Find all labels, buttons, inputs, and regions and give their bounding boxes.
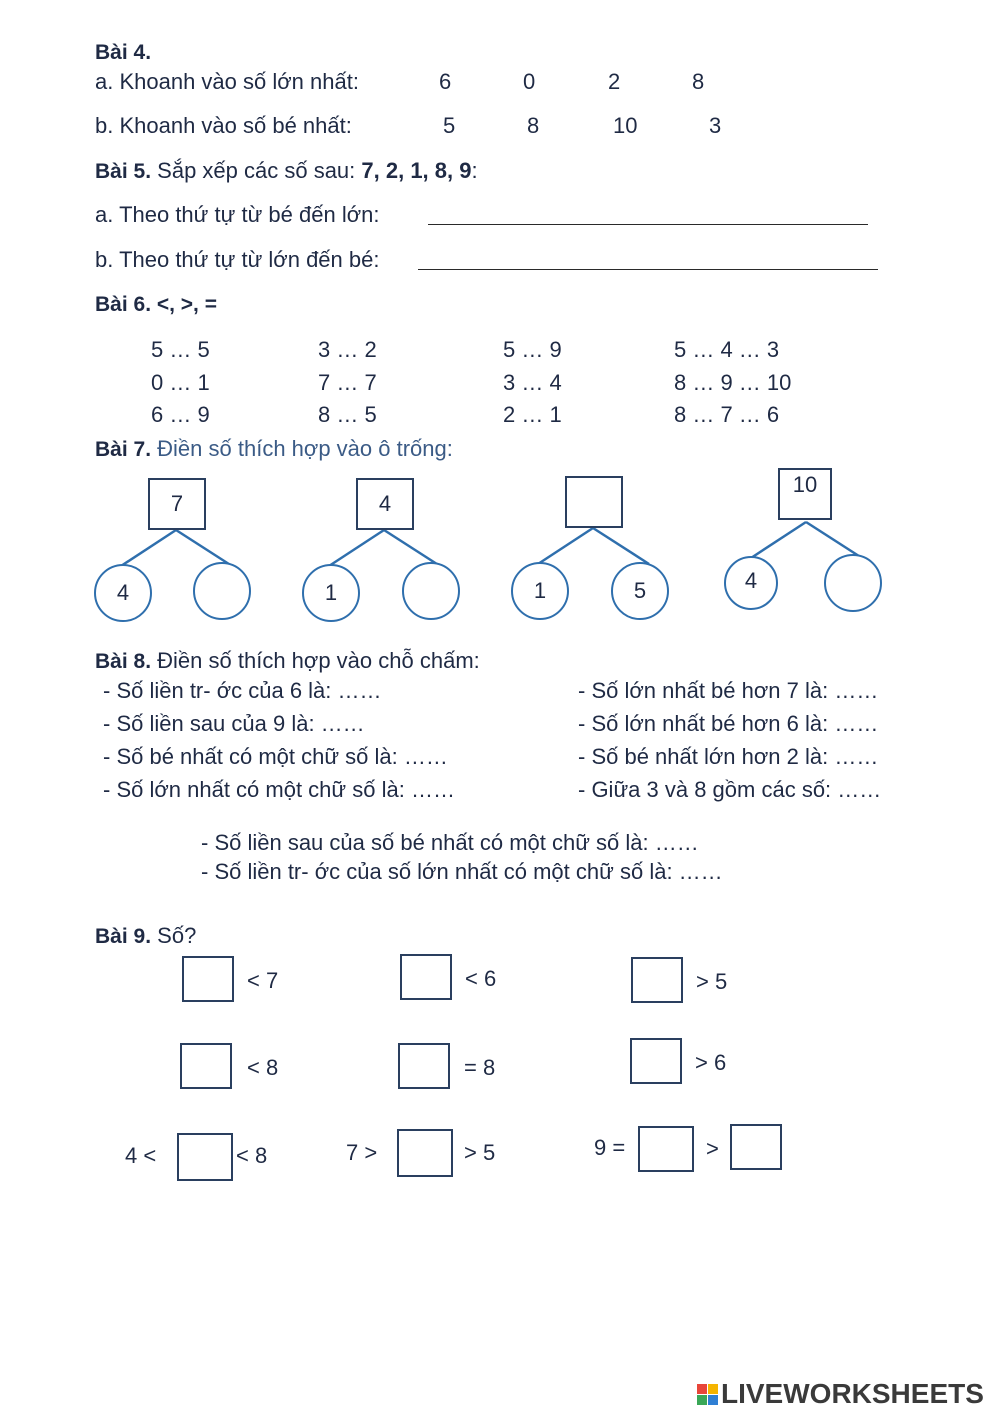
bai6-cell[interactable]: 0 … 1 [151, 370, 210, 395]
bai5-title: Bài 5. [95, 160, 152, 183]
bai6-cell[interactable]: 2 … 1 [503, 402, 562, 427]
bai6-cell[interactable]: 3 … 2 [318, 337, 377, 362]
bai8-left-item[interactable]: - Số liền tr- ớc của 6 là: …… [103, 678, 382, 703]
bai9-relation: 7 > [346, 1140, 378, 1165]
bai9-prompt: Số? [157, 923, 197, 948]
bai7-tree-right-circle[interactable] [193, 562, 251, 620]
bai4-a-number[interactable]: 2 [608, 69, 621, 94]
bai9-answer-box[interactable] [397, 1129, 453, 1177]
bai6-cell[interactable]: 3 … 4 [503, 370, 562, 395]
bai5-b-label: b. Theo thứ tự từ lớn đến bé: [95, 247, 380, 272]
bai4-a-label: a. Khoanh vào số lớn nhất: [95, 69, 359, 94]
bai9-relation: > 5 [696, 969, 728, 994]
bai9-relation: > [706, 1136, 719, 1161]
bai9-relation: < 6 [465, 966, 497, 991]
bai9-relation: > 5 [464, 1140, 496, 1165]
bai8-left-item[interactable]: - Số liền sau của 9 là: …… [103, 711, 365, 736]
bai7-tree-top-box[interactable]: 4 [356, 478, 414, 530]
bai6-cell[interactable]: 8 … 5 [318, 402, 377, 427]
bai6-cell[interactable]: 8 … 9 … 10 [674, 370, 792, 395]
bai8-bottom-item[interactable]: - Số liền sau của số bé nhất có một chữ số là: …… [201, 830, 699, 855]
bai9-answer-box[interactable] [177, 1133, 233, 1181]
bai9-answer-box[interactable] [182, 956, 234, 1002]
bai9-answer-box[interactable] [398, 1043, 450, 1089]
bai7-tree-right-circle[interactable] [824, 554, 882, 612]
bai7-title: Bài 7. [95, 438, 152, 461]
bai7-tree-left-circle[interactable]: 1 [511, 562, 569, 620]
bai9-relation: 4 < [125, 1143, 157, 1168]
bai8-heading [95, 650, 480, 672]
bai6-title: Bài 6. <, >, = [95, 293, 217, 316]
bai6-cell[interactable]: 5 … 5 [151, 337, 210, 362]
liveworksheets-logo [697, 1378, 984, 1410]
bai9-relation: > 6 [695, 1050, 727, 1075]
bai6-cell[interactable]: 5 … 9 [503, 337, 562, 362]
bai4-title: Bài 4. [95, 41, 152, 64]
bai9-answer-box[interactable] [400, 954, 452, 1000]
bai4-a-number[interactable]: 0 [523, 69, 536, 94]
bai4-a-number[interactable]: 6 [439, 69, 452, 94]
bai5-numbers: 7, 2, 1, 8, 9 [361, 158, 472, 183]
bai9-relation: < 8 [236, 1143, 268, 1168]
bai8-right-item[interactable]: - Số lớn nhất bé hơn 7 là: …… [578, 678, 879, 703]
liveworksheets-logo-icon [697, 1384, 718, 1405]
bai7-tree-left-circle[interactable]: 1 [302, 564, 360, 622]
bai6-cell[interactable]: 8 … 7 … 6 [674, 402, 780, 427]
bai4-a-number[interactable]: 8 [692, 69, 705, 94]
liveworksheets-logo-text: LIVEWORKSHEETS [721, 1378, 984, 1409]
bai8-right-item[interactable]: - Giữa 3 và 8 gồm các số: …… [578, 777, 882, 802]
bai7-tree-top-box[interactable]: 10 [778, 468, 832, 520]
bai9-heading [95, 925, 196, 947]
bai9-relation: = 8 [464, 1055, 496, 1080]
bai8-prompt: Điền số thích hợp vào chỗ chấm: [157, 648, 480, 673]
bai7-tree-left-circle[interactable]: 4 [94, 564, 152, 622]
bai9-answer-box[interactable] [180, 1043, 232, 1089]
bai8-left-item[interactable]: - Số lớn nhất có một chữ số là: …… [103, 777, 455, 802]
bai7-tree-top-box[interactable]: 7 [148, 478, 206, 530]
bai9-answer-box[interactable] [631, 957, 683, 1003]
bai7-prompt: Điền số thích hợp vào ô trống: [157, 436, 453, 461]
bai9-relation: < 7 [247, 968, 279, 993]
bai8-left-item[interactable]: - Số bé nhất có một chữ số là: …… [103, 744, 448, 769]
bai6-cell[interactable]: 5 … 4 … 3 [674, 337, 780, 362]
bai9-relation: < 8 [247, 1055, 279, 1080]
bai5-prompt: Sắp xếp các số sau: [157, 158, 356, 183]
bai4-b-number[interactable]: 3 [709, 113, 722, 138]
bai6-cell[interactable]: 6 … 9 [151, 402, 210, 427]
bai9-answer-box[interactable] [730, 1124, 782, 1170]
bai4-b-label: b. Khoanh vào số bé nhất: [95, 113, 352, 138]
bai4-b-number[interactable]: 5 [443, 113, 456, 138]
bai9-answer-box[interactable] [638, 1126, 694, 1172]
bai7-tree-right-circle[interactable]: 5 [611, 562, 669, 620]
bai7-tree-left-circle[interactable]: 4 [724, 556, 778, 610]
bai4-b-number[interactable]: 8 [527, 113, 540, 138]
bai8-right-item[interactable]: - Số lớn nhất bé hơn 6 là: …… [578, 711, 879, 736]
bai8-right-item[interactable]: - Số bé nhất lớn hơn 2 là: …… [578, 744, 879, 769]
bai8-bottom-item[interactable]: - Số liền tr- ớc của số lớn nhất có một chữ số là: …… [201, 859, 723, 884]
bai7-tree-top-box[interactable] [565, 476, 623, 528]
bai5-a-label: a. Theo thứ tự từ bé đến lớn: [95, 202, 380, 227]
bai9-answer-box[interactable] [630, 1038, 682, 1084]
bai9-relation: 9 = [594, 1135, 626, 1160]
bai4-b-number[interactable]: 10 [613, 113, 638, 138]
bai8-title: Bài 8. [95, 650, 152, 673]
bai9-title: Bài 9. [95, 925, 152, 948]
bai6-cell[interactable]: 7 … 7 [318, 370, 377, 395]
bai5-colon: : [471, 158, 478, 183]
bai7-tree-right-circle[interactable] [402, 562, 460, 620]
